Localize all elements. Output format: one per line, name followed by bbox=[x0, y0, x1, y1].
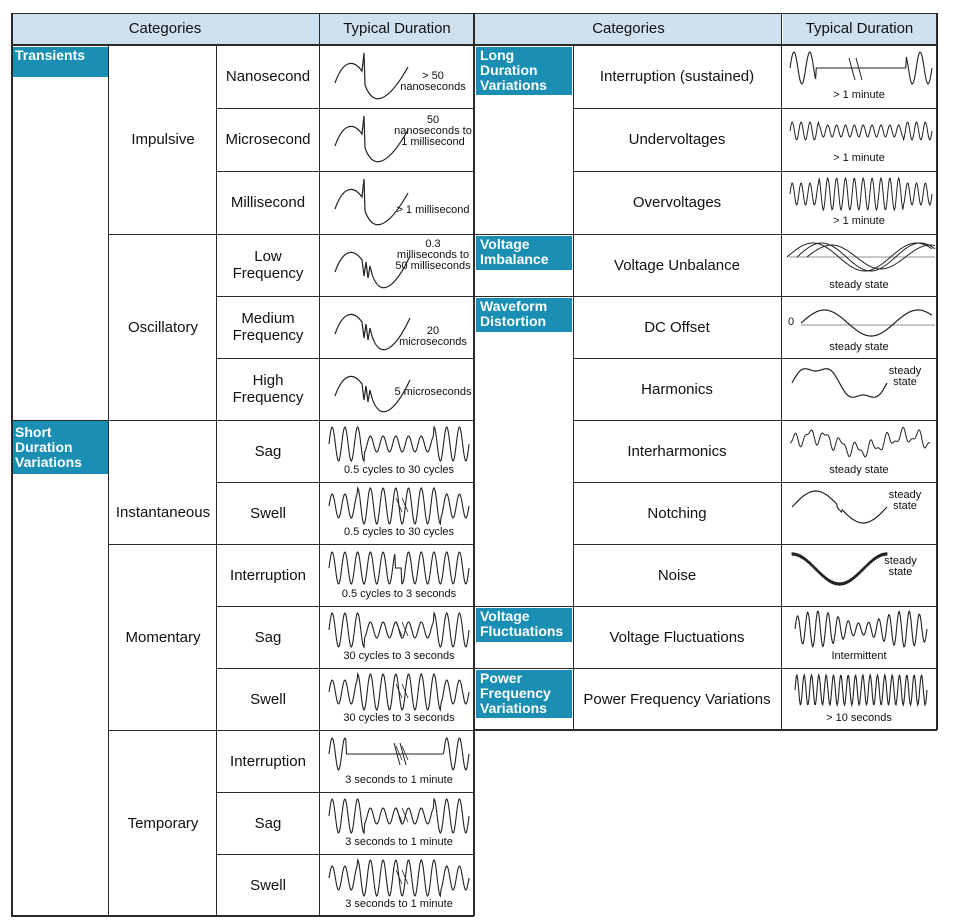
waveform-path bbox=[790, 122, 932, 140]
row-label: Swell bbox=[250, 504, 286, 522]
row-divider bbox=[475, 44, 937, 46]
row-divider bbox=[11, 44, 474, 46]
column-divider bbox=[11, 13, 13, 917]
row-divider bbox=[216, 358, 474, 359]
row-divider bbox=[475, 13, 937, 14]
waveform-path bbox=[795, 675, 927, 705]
subcategory-label: Temporary bbox=[127, 814, 199, 832]
row-divider bbox=[216, 606, 474, 607]
duration-label: steady state bbox=[888, 489, 922, 512]
row-label: Interharmonics bbox=[627, 442, 727, 460]
row-divider bbox=[11, 915, 474, 917]
category-long-duration-variations: Long Duration Variations bbox=[476, 47, 572, 95]
row-label: Power Frequency Variations bbox=[583, 690, 771, 708]
row-label: Microsecond bbox=[225, 131, 311, 148]
waveform-icon bbox=[787, 673, 935, 715]
subcategory-label: Instantaneous bbox=[115, 503, 211, 521]
row-label: Medium Frequency bbox=[232, 310, 304, 344]
row-label: Sag bbox=[254, 442, 282, 460]
duration-label: steady state bbox=[829, 341, 889, 353]
row-label: Harmonics bbox=[641, 380, 713, 398]
row-label: Interruption (sustained) bbox=[599, 68, 755, 85]
row-divider bbox=[573, 108, 937, 109]
row-label: Swell bbox=[250, 876, 286, 894]
row-divider bbox=[108, 420, 474, 421]
waveform-path bbox=[790, 178, 932, 210]
duration-label: steady state bbox=[888, 365, 922, 388]
waveform-path bbox=[790, 52, 932, 84]
row-divider bbox=[108, 544, 474, 545]
row-label: Millisecond bbox=[230, 194, 306, 211]
duration-label: 0.5 cycles to 30 cycles bbox=[343, 526, 455, 538]
duration-label: > 1 millisecond bbox=[396, 204, 470, 216]
waveform-path bbox=[329, 552, 469, 584]
row-label: Swell bbox=[250, 690, 286, 708]
duration-label: 5 microseconds bbox=[394, 386, 472, 398]
duration-label: 3 seconds to 1 minute bbox=[345, 774, 453, 786]
row-divider bbox=[573, 482, 937, 483]
row-divider bbox=[475, 606, 937, 607]
column-divider bbox=[108, 45, 109, 916]
duration-label: 50 nanoseconds to 1 millisecond bbox=[394, 114, 472, 148]
row-divider bbox=[573, 544, 937, 545]
header-categories-left: Categories bbox=[11, 13, 319, 44]
row-divider bbox=[108, 730, 474, 731]
subcategory-label: Impulsive bbox=[131, 131, 195, 148]
waveform-icon bbox=[787, 239, 935, 281]
category-short-duration-variations: Short Duration Variations bbox=[11, 420, 108, 474]
row-divider bbox=[216, 171, 474, 172]
category-transients: Transients bbox=[11, 47, 108, 77]
duration-label: 20 microseconds bbox=[399, 325, 467, 348]
duration-label: 3 seconds to 1 minute bbox=[345, 898, 453, 910]
category-power-frequency-variations: Power Frequency Variations bbox=[476, 670, 572, 718]
category-voltage-fluctuations: Voltage Fluctuations bbox=[476, 608, 572, 642]
row-divider bbox=[216, 296, 474, 297]
zero-marker: 0 bbox=[788, 316, 795, 328]
header-duration-right: Typical Duration bbox=[783, 13, 936, 44]
row-label: Voltage Fluctuations bbox=[609, 628, 745, 646]
row-divider bbox=[216, 854, 474, 855]
waveform-path bbox=[790, 427, 930, 457]
waveform-icon bbox=[326, 734, 472, 774]
row-divider bbox=[216, 668, 474, 669]
row-label: Nanosecond bbox=[225, 68, 311, 85]
row-divider bbox=[573, 171, 937, 172]
row-label: Noise bbox=[657, 566, 697, 584]
row-label: High Frequency bbox=[232, 372, 304, 406]
duration-label: steady state bbox=[829, 464, 889, 476]
waveform-icon bbox=[787, 50, 935, 92]
header-categories-right: Categories bbox=[475, 13, 782, 44]
row-label: Voltage Unbalance bbox=[614, 256, 740, 274]
row-divider bbox=[475, 729, 937, 731]
duration-label: > 50 nanoseconds bbox=[400, 70, 466, 93]
category-waveform-distortion: Waveform Distortion bbox=[476, 298, 572, 332]
waveform-icon bbox=[787, 113, 935, 155]
waveform-path bbox=[849, 58, 862, 80]
row-label: Low Frequency bbox=[232, 248, 304, 282]
row-divider bbox=[216, 792, 474, 793]
duration-label: > 1 minute bbox=[833, 89, 885, 101]
duration-label: 30 cycles to 3 seconds bbox=[343, 712, 455, 724]
row-divider bbox=[475, 234, 937, 235]
row-divider bbox=[573, 358, 937, 359]
waveform-icon bbox=[326, 610, 472, 650]
duration-label: > 1 minute bbox=[833, 215, 885, 227]
row-divider bbox=[108, 234, 474, 235]
waveform-path bbox=[792, 491, 887, 523]
waveform-icon bbox=[787, 176, 935, 218]
waveform-path bbox=[329, 427, 469, 461]
subcategory-label: Oscillatory bbox=[127, 318, 198, 336]
waveform-icon bbox=[787, 301, 935, 343]
duration-label: steady state bbox=[829, 279, 889, 291]
row-divider bbox=[475, 296, 937, 297]
duration-label: steady state bbox=[884, 555, 917, 578]
row-divider bbox=[573, 420, 937, 421]
duration-label: 3 seconds to 1 minute bbox=[345, 836, 453, 848]
row-label: DC Offset bbox=[644, 318, 710, 336]
column-divider bbox=[936, 13, 938, 730]
duration-label: Intermittent bbox=[831, 650, 887, 662]
waveform-icon bbox=[787, 611, 935, 653]
row-divider bbox=[475, 668, 937, 669]
waveform-path bbox=[801, 310, 932, 336]
waveform-icon bbox=[326, 858, 472, 898]
waveform-icon bbox=[326, 672, 472, 712]
column-divider bbox=[216, 45, 217, 916]
duration-label: > 10 seconds bbox=[826, 712, 892, 724]
waveform-path bbox=[795, 611, 927, 647]
duration-label: 0.5 cycles to 30 cycles bbox=[343, 464, 455, 476]
column-divider bbox=[319, 13, 320, 916]
waveform-icon bbox=[326, 486, 472, 526]
row-divider bbox=[11, 420, 108, 421]
duration-label: 0.3 milliseconds to 50 milliseconds bbox=[395, 238, 471, 272]
row-label: Interruption bbox=[230, 752, 306, 770]
duration-label: > 1 minute bbox=[833, 152, 885, 164]
row-divider bbox=[216, 108, 474, 109]
waveform-icon bbox=[326, 548, 472, 588]
waveform-path bbox=[335, 179, 408, 225]
row-label: Interruption bbox=[230, 566, 306, 584]
waveform-path bbox=[792, 369, 887, 398]
row-label: Sag bbox=[254, 628, 282, 646]
duration-label: 30 cycles to 3 seconds bbox=[343, 650, 455, 662]
subcategory-label: Momentary bbox=[125, 628, 201, 646]
column-divider bbox=[573, 45, 574, 730]
row-label: Notching bbox=[647, 504, 707, 522]
waveform-icon bbox=[326, 796, 472, 836]
waveform-icon bbox=[326, 424, 472, 464]
duration-label: 0.5 cycles to 3 seconds bbox=[341, 588, 457, 600]
category-voltage-imbalance: Voltage Imbalance bbox=[476, 236, 572, 270]
waveform-icon bbox=[787, 425, 935, 467]
row-divider bbox=[216, 482, 474, 483]
row-label: Overvoltages bbox=[632, 194, 722, 211]
column-divider bbox=[781, 13, 782, 730]
header-duration-left: Typical Duration bbox=[320, 13, 474, 44]
row-label: Undervoltages bbox=[628, 131, 726, 148]
row-divider bbox=[11, 13, 474, 14]
row-label: Sag bbox=[254, 814, 282, 832]
